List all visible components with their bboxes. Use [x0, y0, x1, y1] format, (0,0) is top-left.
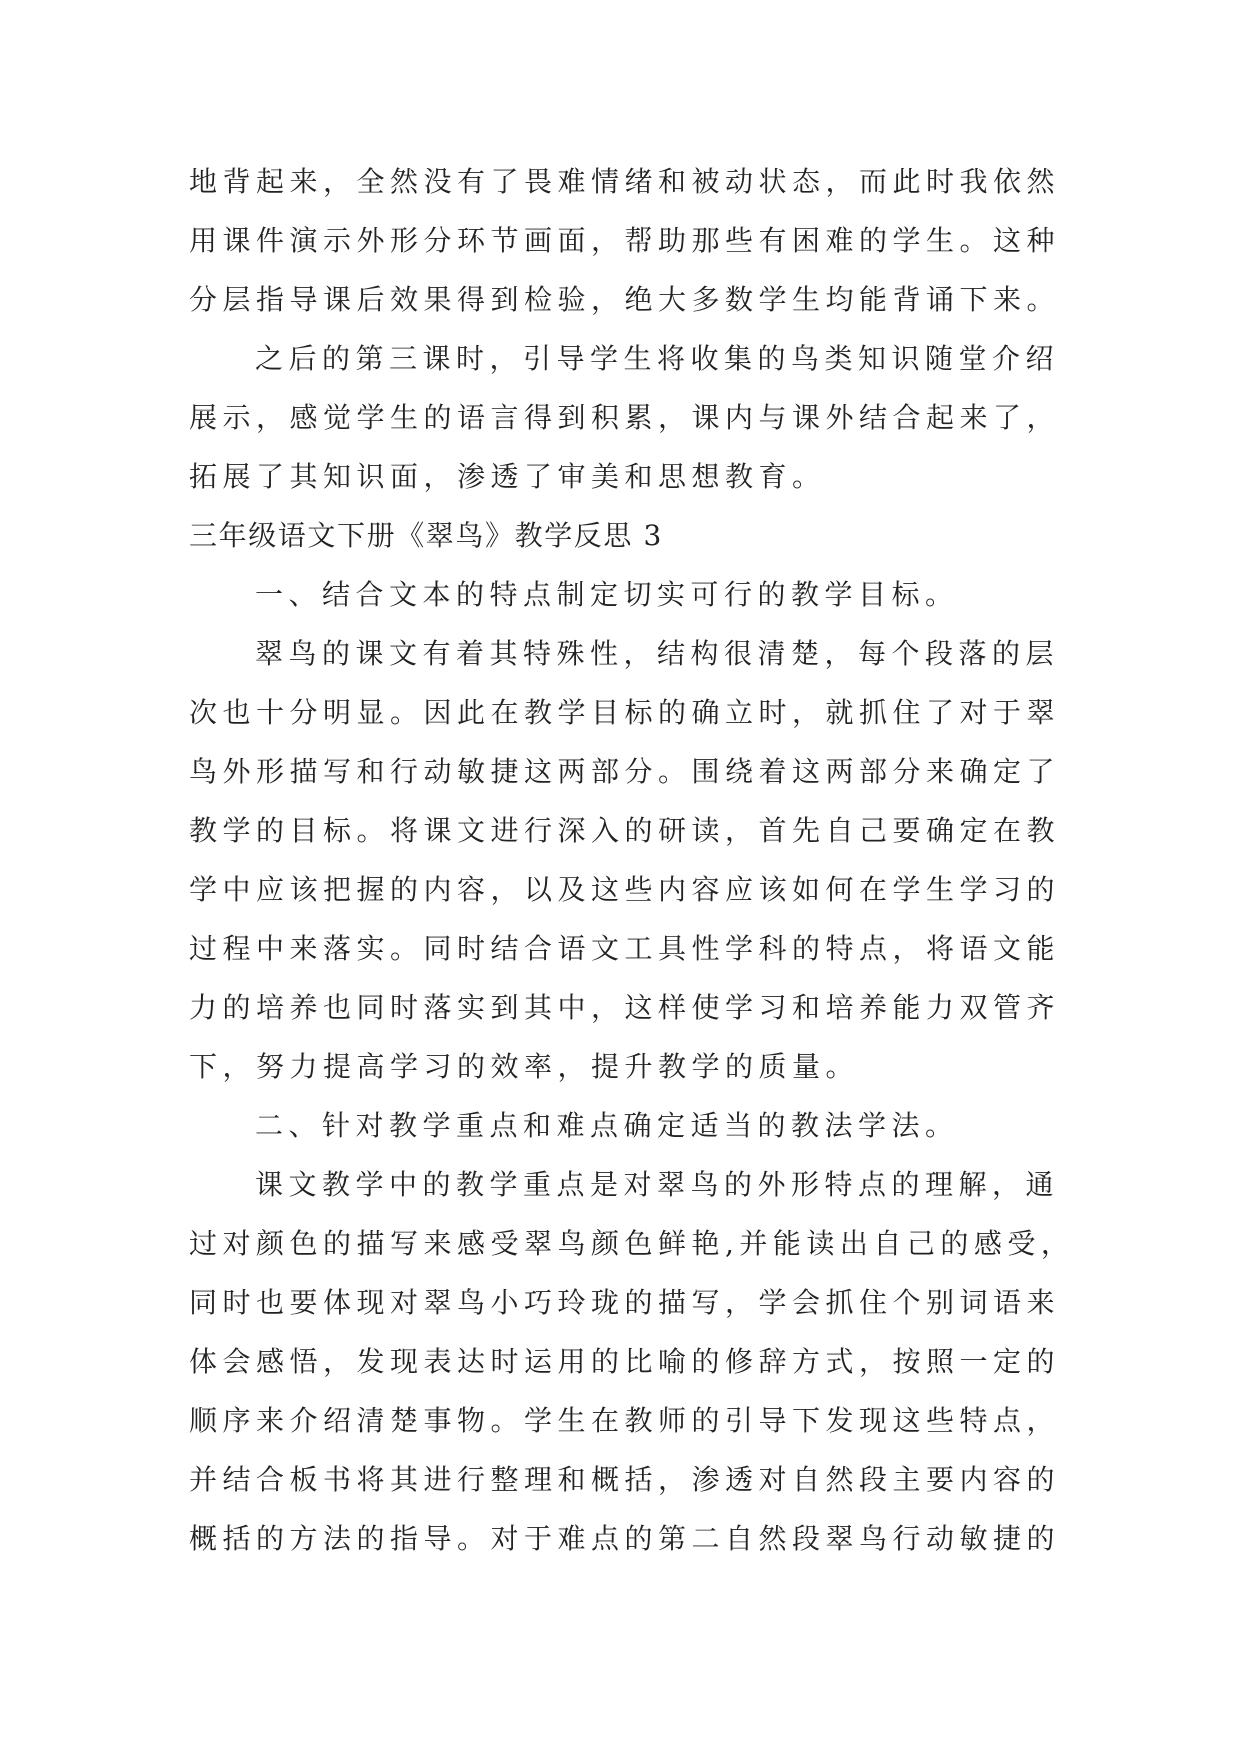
text-line: 同时也要体现对翠鸟小巧玲珑的描写，学会抓住个别词语来: [189, 1286, 1061, 1319]
text-line: 教学的目标。将课文进行深入的研读，首先自己要确定在教: [189, 814, 1061, 847]
text-line: 顺序来介绍清楚事物。学生在教师的引导下发现这些特点，: [189, 1404, 1061, 1437]
text-line: 过对颜色的描写来感受翠鸟颜色鲜艳,并能读出自己的感受，: [189, 1227, 1075, 1260]
subheading-two: 二、针对教学重点和难点确定适当的教法学法。: [255, 1109, 959, 1142]
text-line: 分层指导课后效果得到检验，绝大多数学生均能背诵下来。: [189, 283, 1061, 316]
text-line: 学中应该把握的内容，以及这些内容应该如何在学生学习的: [189, 873, 1061, 906]
paragraph-start-line: 之后的第三课时，引导学生将收集的鸟类知识随堂介绍: [255, 342, 1060, 375]
text-line: 用课件演示外形分环节画面，帮助那些有困难的学生。这种: [189, 224, 1061, 257]
paragraph-start-line: 翠鸟的课文有着其特殊性，结构很清楚，每个段落的层: [255, 637, 1060, 670]
text-line: 次也十分明显。因此在教学目标的确立时，就抓住了对于翠: [189, 696, 1061, 729]
section-heading: 三年级语文下册《翠鸟》教学反思 3: [189, 519, 663, 552]
text-line: 体会感悟，发现表达时运用的比喻的修辞方式，按照一定的: [189, 1345, 1061, 1378]
text-line: 过程中来落实。同时结合语文工具性学科的特点，将语文能: [189, 932, 1061, 965]
document-body: [189, 152, 1075, 1568]
text-line: 并结合板书将其进行整理和概括，渗透对自然段主要内容的: [189, 1463, 1061, 1496]
subheading-one: 一、结合文本的特点制定切实可行的教学目标。: [255, 578, 959, 611]
text-line: 力的培养也同时落实到其中，这样使学习和培养能力双管齐: [189, 991, 1061, 1024]
text-line: 地背起来，全然没有了畏难情绪和被动状态，而此时我依然: [189, 165, 1061, 198]
text-line: 鸟外形描写和行动敏捷这两部分。围绕着这两部分来确定了: [189, 755, 1061, 788]
text-line: 展示，感觉学生的语言得到积累，课内与课外结合起来了，: [189, 401, 1061, 434]
paragraph-start-line: 课文教学中的教学重点是对翠鸟的外形特点的理解，通: [255, 1168, 1060, 1201]
text-line: 概括的方法的指导。对于难点的第二自然段翠鸟行动敏捷的: [189, 1522, 1061, 1555]
text-line: 下，努力提高学习的效率，提升教学的质量。: [189, 1050, 860, 1083]
text-line: 拓展了其知识面，渗透了审美和思想教育。: [189, 460, 826, 493]
